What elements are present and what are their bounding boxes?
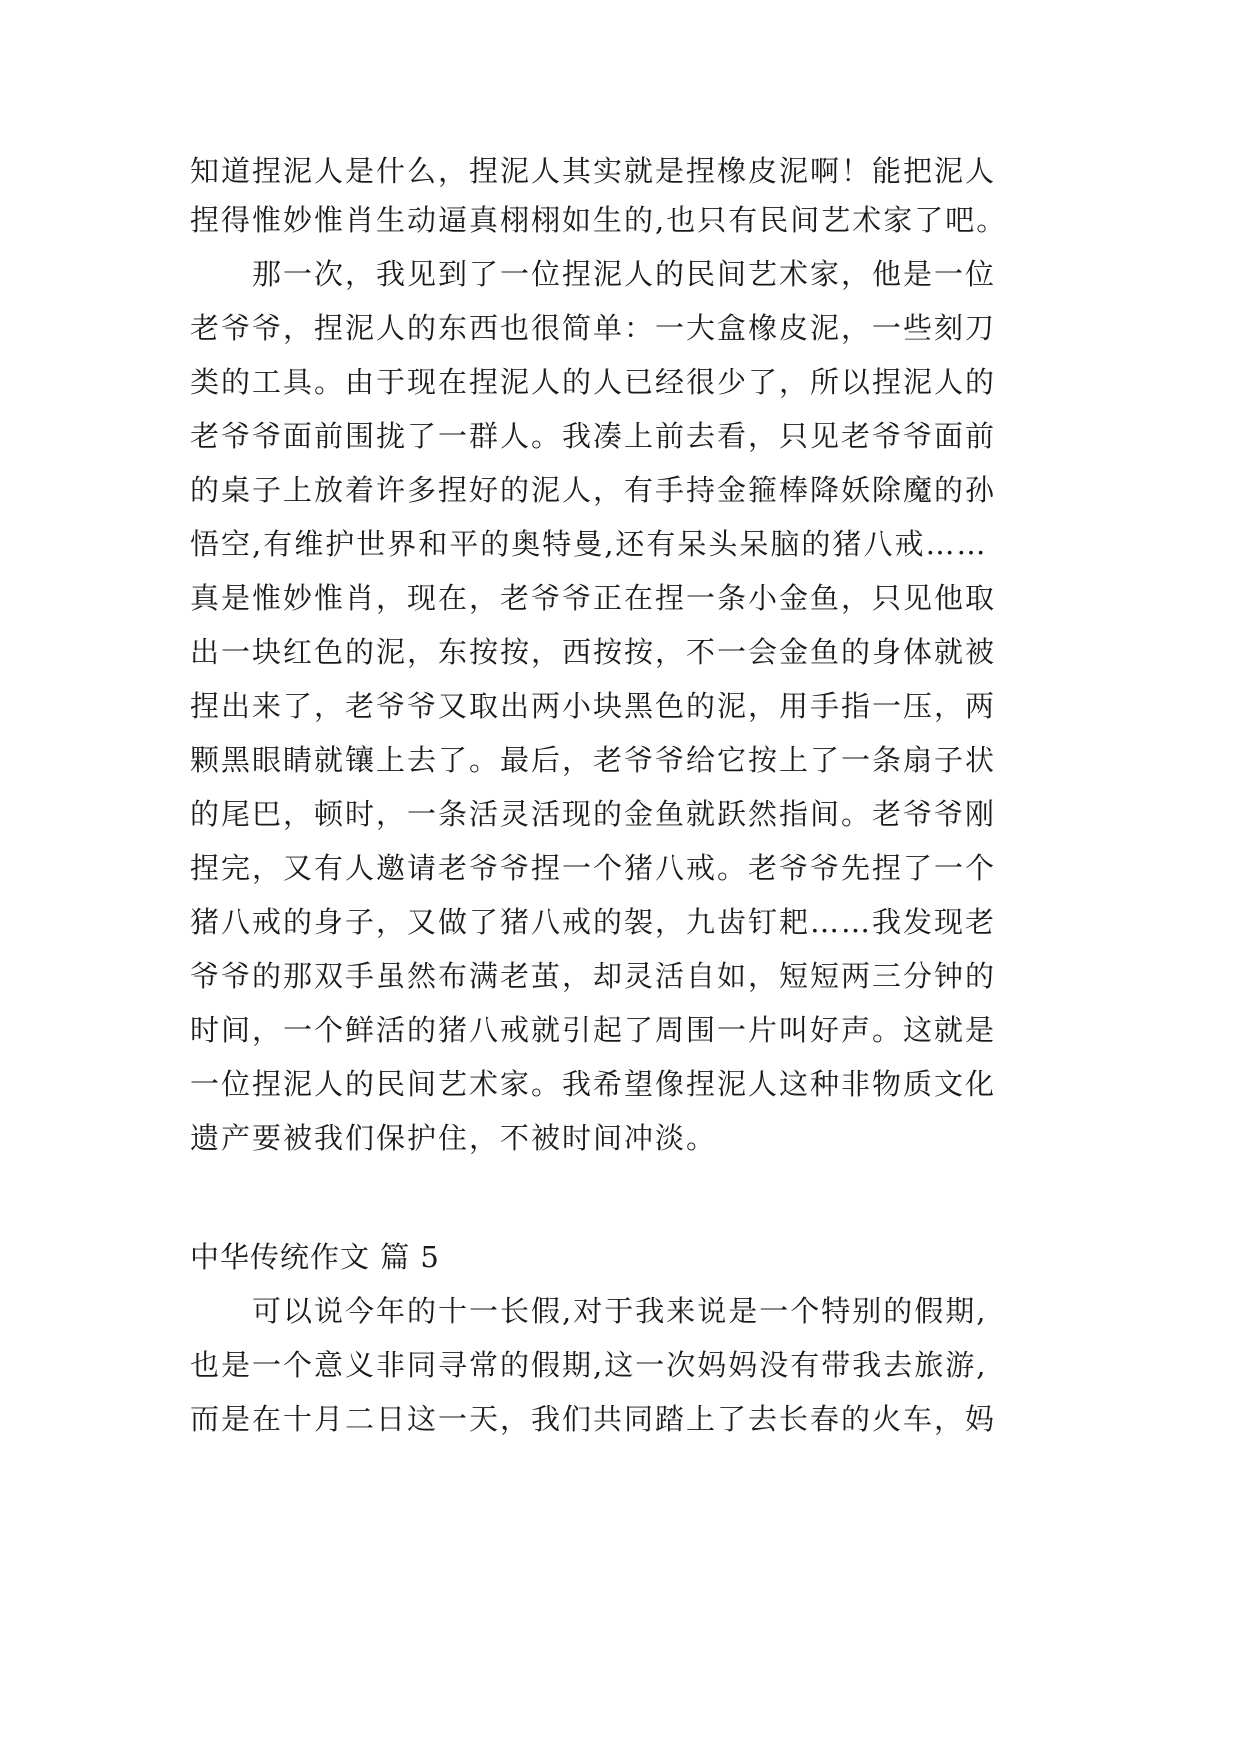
paragraph-line: 时间，一个鲜活的猪八戒就引起了周围一片叫好声。这就是 bbox=[190, 1013, 997, 1047]
paragraph-line: 颗黑眼睛就镶上去了。最后，老爷爷给它按上了一条扇子状 bbox=[190, 743, 997, 777]
paragraph-line: 而是在十月二日这一天，我们共同踏上了去长春的火车，妈 bbox=[190, 1402, 997, 1436]
paragraph-line: 捏完，又有人邀请老爷爷捏一个猪八戒。老爷爷先捏了一个 bbox=[190, 851, 997, 885]
paragraph-line: 猪八戒的身子，又做了猪八戒的袈，九齿钉耙……我发现老 bbox=[190, 905, 997, 939]
paragraph-line: 的桌子上放着许多捏好的泥人，有手持金箍棒降妖除魔的孙 bbox=[190, 473, 997, 507]
paragraph-line: 类的工具。由于现在捏泥人的人已经很少了，所以捏泥人的 bbox=[190, 365, 997, 399]
paragraph-line: 的尾巴，顿时，一条活灵活现的金鱼就跃然指间。老爷爷刚 bbox=[190, 797, 997, 831]
paragraph-line: 老爷爷面前围拢了一群人。我凑上前去看，只见老爷爷面前 bbox=[190, 419, 997, 453]
paragraph-line: 老爷爷，捏泥人的东西也很简单：一大盒橡皮泥，一些刻刀 bbox=[190, 311, 997, 345]
paragraph-line: 也是一个意义非同寻常的假期,这一次妈妈没有带我去旅游, bbox=[190, 1348, 988, 1382]
section-heading: 中华传统作文 篇 5 bbox=[190, 1240, 440, 1274]
paragraph-line: 捏得惟妙惟肖生动逼真栩栩如生的,也只有民间艺术家了吧。 bbox=[190, 203, 1008, 237]
paragraph-line: 出一块红色的泥，东按按，西按按，不一会金鱼的身体就被 bbox=[190, 635, 997, 669]
paragraph-line: 爷爷的那双手虽然布满老茧，却灵活自如，短短两三分钟的 bbox=[190, 959, 997, 993]
paragraph-line: 遗产要被我们保护住，不被时间冲淡。 bbox=[190, 1121, 718, 1155]
paragraph-line: 捏出来了，老爷爷又取出两小块黑色的泥，用手指一压，两 bbox=[190, 689, 997, 723]
paragraph-line: 一位捏泥人的民间艺术家。我希望像捏泥人这种非物质文化 bbox=[190, 1067, 997, 1101]
paragraph-line: 知道捏泥人是什么，捏泥人其实就是捏橡皮泥啊！能把泥人 bbox=[190, 154, 997, 188]
paragraph-line: 悟空,有维护世界和平的奥特曼,还有呆头呆脑的猪八戒…… bbox=[190, 527, 988, 561]
paragraph-line: 可以说今年的十一长假,对于我来说是一个特别的假期, bbox=[252, 1294, 988, 1328]
paragraph-line: 真是惟妙惟肖，现在，老爷爷正在捏一条小金鱼，只见他取 bbox=[190, 581, 997, 615]
paragraph-line: 那一次，我见到了一位捏泥人的民间艺术家，他是一位 bbox=[252, 257, 997, 291]
